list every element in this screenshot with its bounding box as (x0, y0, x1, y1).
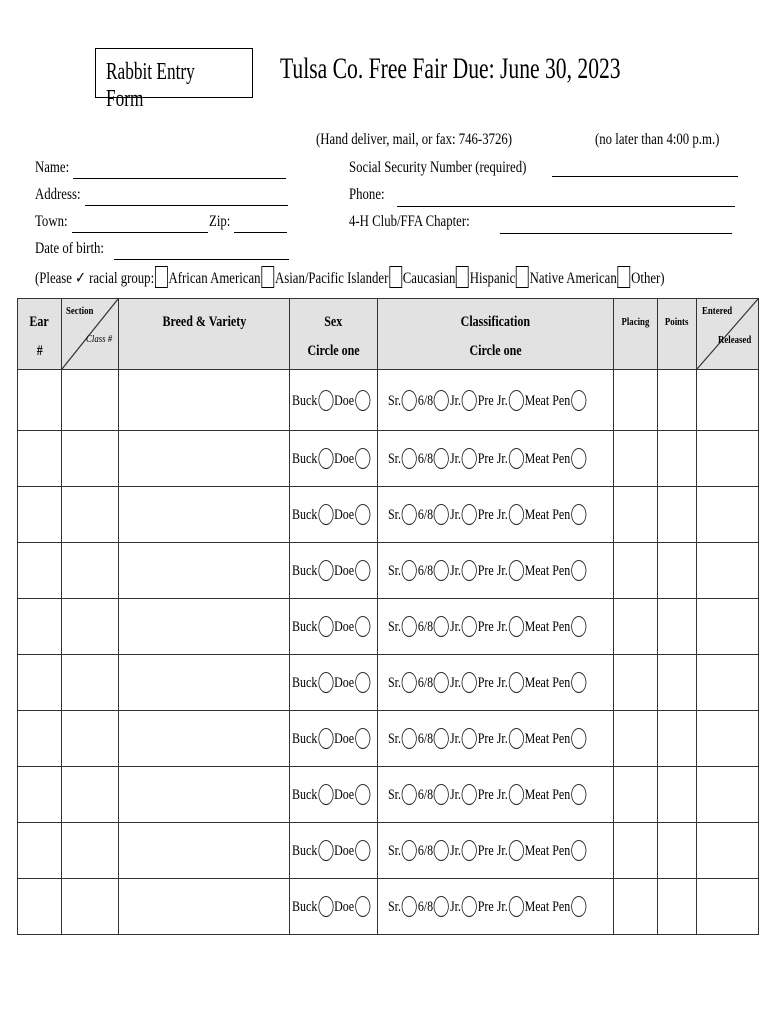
phone-label: Phone: (349, 186, 385, 203)
class-option-label: 6/8 (417, 392, 434, 409)
sex-option-label: Doe (334, 675, 355, 691)
town-label: Town: (35, 213, 68, 230)
class-option-label: 6/8 (417, 675, 434, 691)
entered-released-cell[interactable] (697, 487, 759, 543)
table-row (18, 655, 759, 711)
sex-option-label: Doe (334, 392, 355, 409)
circle-6-8-option[interactable] (434, 896, 449, 917)
racial-prompt: (Please ✓ racial group: (35, 270, 155, 287)
circle-meat-pen-option[interactable] (571, 448, 586, 469)
classification-cell (378, 599, 614, 655)
circle-meat-pen-option[interactable] (571, 840, 586, 861)
table-row (18, 823, 759, 879)
checkbox-native-american[interactable] (516, 266, 529, 288)
sex-cell (290, 655, 378, 711)
class-option-label: Sr. (388, 392, 402, 409)
section-class-cell[interactable] (62, 599, 119, 655)
points-cell[interactable] (658, 431, 697, 487)
class-option-label: 6/8 (417, 563, 434, 579)
classification-cell (378, 711, 614, 767)
class-option-label: Jr. (449, 507, 461, 523)
circle-doe-option[interactable] (355, 448, 370, 469)
circle-pre-jr-option[interactable] (509, 560, 524, 581)
ear-cell[interactable] (18, 431, 62, 487)
points-cell[interactable] (658, 370, 697, 431)
zip-label: Zip: (209, 213, 231, 230)
entered-released-cell[interactable] (697, 370, 759, 431)
section-class-cell[interactable] (62, 823, 119, 879)
checkbox-asian-pacific-islander[interactable] (261, 266, 274, 288)
classification-cell (378, 543, 614, 599)
ear-cell[interactable] (18, 823, 62, 879)
class-option-label: Pre Jr. (477, 843, 508, 859)
sex-option-label: Buck (292, 563, 318, 579)
class-option-label: Meat Pen (524, 619, 571, 635)
circle-6-8-option[interactable] (434, 784, 449, 805)
col-section-class: Section Class # (62, 299, 119, 370)
circle-6-8-option[interactable] (434, 728, 449, 749)
class-option-label: Jr. (449, 787, 461, 803)
classification-cell (378, 370, 614, 431)
section-class-cell[interactable] (62, 711, 119, 767)
class-option-label: Meat Pen (524, 843, 571, 859)
table-row (18, 599, 759, 655)
circle-jr-option[interactable] (462, 784, 477, 805)
section-class-cell[interactable] (62, 487, 119, 543)
circle-doe-option[interactable] (355, 616, 370, 637)
sex-cell (290, 599, 378, 655)
circle-jr-option[interactable] (462, 390, 477, 411)
sex-cell (290, 370, 378, 431)
class-option-label: Pre Jr. (477, 451, 508, 467)
sex-option-label: Buck (292, 899, 318, 915)
circle-doe-option[interactable] (355, 504, 370, 525)
class-option-label: Meat Pen (524, 392, 571, 409)
breed-variety-cell[interactable] (119, 543, 290, 599)
circle-jr-option[interactable] (462, 840, 477, 861)
checkbox-caucasian[interactable] (389, 266, 402, 288)
circle-meat-pen-option[interactable] (571, 616, 586, 637)
class-option-label: Jr. (449, 675, 461, 691)
deadline-note: (no later than 4:00 p.m.) (595, 131, 720, 148)
class-option-label: Meat Pen (524, 451, 571, 467)
circle-buck-option[interactable] (318, 504, 333, 525)
circle-doe-option[interactable] (355, 560, 370, 581)
sex-cell (290, 879, 378, 935)
class-option-label: Pre Jr. (477, 507, 508, 523)
section-class-cell[interactable] (62, 543, 119, 599)
circle-buck-option[interactable] (318, 390, 333, 411)
club-field[interactable] (500, 233, 732, 234)
circle-buck-option[interactable] (318, 616, 333, 637)
form-name-box (95, 48, 253, 112)
sex-option-label: Buck (292, 451, 318, 467)
section-class-cell[interactable] (62, 370, 119, 431)
name-field[interactable] (73, 178, 286, 179)
breed-variety-cell[interactable] (119, 655, 290, 711)
classification-cell (378, 823, 614, 879)
class-option-label: Jr. (449, 843, 461, 859)
breed-variety-cell[interactable] (119, 711, 290, 767)
table-row (18, 711, 759, 767)
circle-pre-jr-option[interactable] (509, 784, 524, 805)
class-option-label: Pre Jr. (477, 899, 508, 915)
circle-meat-pen-option[interactable] (571, 728, 586, 749)
sex-option-label: Buck (292, 619, 318, 635)
address-label: Address: (35, 186, 81, 203)
classification-cell (378, 767, 614, 823)
entered-released-cell[interactable] (697, 711, 759, 767)
circle-pre-jr-option[interactable] (509, 896, 524, 917)
phone-field[interactable] (397, 206, 735, 207)
sex-option-label: Buck (292, 507, 318, 523)
class-option-label: Jr. (449, 392, 461, 409)
entered-released-cell[interactable] (697, 431, 759, 487)
class-option-label: Sr. (388, 563, 402, 579)
class-option-label: 6/8 (417, 619, 434, 635)
class-option-label: Meat Pen (524, 899, 571, 915)
class-option-label: Sr. (388, 451, 402, 467)
table-row (18, 879, 759, 935)
sex-cell (290, 711, 378, 767)
racial-option-label: Asian/Pacific Islander (274, 270, 389, 287)
ear-cell[interactable] (18, 655, 62, 711)
circle-6-8-option[interactable] (434, 616, 449, 637)
class-option-label: Sr. (388, 507, 402, 523)
circle-buck-option[interactable] (318, 560, 333, 581)
racial-option-label: Native American (529, 270, 617, 287)
entered-released-cell[interactable] (697, 879, 759, 935)
circle-buck-option[interactable] (318, 728, 333, 749)
sex-cell (290, 767, 378, 823)
classification-cell (378, 487, 614, 543)
racial-option-label: Caucasian (402, 270, 456, 287)
ear-cell[interactable] (18, 711, 62, 767)
circle-meat-pen-option[interactable] (571, 390, 586, 411)
section-class-cell[interactable] (62, 879, 119, 935)
ssn-field[interactable] (552, 176, 738, 177)
circle-sr-option[interactable] (402, 390, 417, 411)
ear-cell[interactable] (18, 767, 62, 823)
points-cell[interactable] (658, 487, 697, 543)
circle-sr-option[interactable] (402, 896, 417, 917)
table-row (18, 767, 759, 823)
class-option-label: Pre Jr. (477, 787, 508, 803)
classification-cell (378, 431, 614, 487)
circle-meat-pen-option[interactable] (571, 784, 586, 805)
breed-variety-cell[interactable] (119, 487, 290, 543)
breed-variety-cell[interactable] (119, 767, 290, 823)
classification-cell (378, 879, 614, 935)
circle-jr-option[interactable] (462, 896, 477, 917)
section-class-cell[interactable] (62, 431, 119, 487)
class-option-label: Meat Pen (524, 563, 571, 579)
class-option-label: Jr. (449, 619, 461, 635)
class-option-label: Jr. (449, 563, 461, 579)
circle-doe-option[interactable] (355, 672, 370, 693)
circle-6-8-option[interactable] (434, 448, 449, 469)
breed-variety-cell[interactable] (119, 370, 290, 431)
points-cell[interactable] (658, 823, 697, 879)
circle-6-8-option[interactable] (434, 560, 449, 581)
sex-option-label: Doe (334, 563, 355, 579)
breed-variety-cell[interactable] (119, 823, 290, 879)
circle-pre-jr-option[interactable] (509, 840, 524, 861)
class-option-label: 6/8 (417, 787, 434, 803)
checkbox-african-american[interactable] (155, 266, 168, 288)
sex-option-label: Buck (292, 731, 318, 747)
ear-cell[interactable] (18, 370, 62, 431)
circle-6-8-option[interactable] (434, 672, 449, 693)
dob-field[interactable] (114, 259, 289, 260)
circle-pre-jr-option[interactable] (509, 504, 524, 525)
class-option-label: Sr. (388, 675, 402, 691)
circle-jr-option[interactable] (462, 448, 477, 469)
racial-option-label: African American (168, 270, 261, 287)
club-label: 4-H Club/FFA Chapter: (349, 213, 470, 230)
col-placing: Placing (614, 299, 658, 370)
ear-cell[interactable] (18, 487, 62, 543)
circle-meat-pen-option[interactable] (571, 896, 586, 917)
circle-buck-option[interactable] (318, 448, 333, 469)
points-cell[interactable] (658, 543, 697, 599)
points-cell[interactable] (658, 599, 697, 655)
circle-jr-option[interactable] (462, 504, 477, 525)
col-points: Points (658, 299, 697, 370)
sex-cell (290, 543, 378, 599)
class-option-label: 6/8 (417, 843, 434, 859)
class-option-label: Pre Jr. (477, 731, 508, 747)
circle-doe-option[interactable] (355, 840, 370, 861)
circle-jr-option[interactable] (462, 672, 477, 693)
entry-table (17, 298, 759, 935)
circle-doe-option[interactable] (355, 390, 370, 411)
class-option-label: 6/8 (417, 899, 434, 915)
table-row (18, 543, 759, 599)
circle-6-8-option[interactable] (434, 840, 449, 861)
class-option-label: Sr. (388, 899, 402, 915)
circle-pre-jr-option[interactable] (509, 616, 524, 637)
class-option-label: Jr. (449, 731, 461, 747)
sex-option-label: Buck (292, 843, 318, 859)
circle-pre-jr-option[interactable] (509, 448, 524, 469)
table-row (18, 370, 759, 431)
circle-sr-option[interactable] (402, 616, 417, 637)
class-option-label: Meat Pen (524, 731, 571, 747)
sex-option-label: Doe (334, 787, 355, 803)
class-option-label: 6/8 (417, 451, 434, 467)
racial-option-label: Hispanic (469, 270, 516, 287)
form-name: Rabbit Entry Form (106, 59, 195, 112)
zip-field[interactable] (234, 232, 287, 233)
class-option-label: Pre Jr. (477, 675, 508, 691)
circle-sr-option[interactable] (402, 672, 417, 693)
col-sex: Sex Circle one (290, 299, 378, 370)
class-option-label: Sr. (388, 731, 402, 747)
ear-cell[interactable] (18, 599, 62, 655)
delivery-note: (Hand deliver, mail, or fax: 746-3726) (316, 131, 513, 148)
points-cell[interactable] (658, 879, 697, 935)
table-header-row (18, 299, 759, 370)
table-row (18, 431, 759, 487)
sex-cell (290, 487, 378, 543)
col-ear: Ear # (18, 299, 62, 370)
circle-sr-option[interactable] (402, 784, 417, 805)
breed-variety-cell[interactable] (119, 879, 290, 935)
section-class-cell[interactable] (62, 767, 119, 823)
circle-6-8-option[interactable] (434, 504, 449, 525)
sex-option-label: Buck (292, 675, 318, 691)
address-field[interactable] (85, 205, 288, 206)
ear-cell[interactable] (18, 879, 62, 935)
circle-6-8-option[interactable] (434, 390, 449, 411)
col-entered-released: Entered Released (697, 299, 759, 370)
sex-cell (290, 823, 378, 879)
ssn-label: Social Security Number (required) (349, 159, 527, 176)
sex-option-label: Doe (334, 899, 355, 915)
class-option-label: Meat Pen (524, 787, 571, 803)
circle-sr-option[interactable] (402, 504, 417, 525)
class-option-label: Jr. (449, 451, 461, 467)
sex-option-label: Doe (334, 843, 355, 859)
entered-released-cell[interactable] (697, 823, 759, 879)
circle-buck-option[interactable] (318, 840, 333, 861)
circle-doe-option[interactable] (355, 728, 370, 749)
circle-meat-pen-option[interactable] (571, 672, 586, 693)
circle-doe-option[interactable] (355, 896, 370, 917)
circle-meat-pen-option[interactable] (571, 504, 586, 525)
class-option-label: Meat Pen (524, 507, 571, 523)
entered-released-cell[interactable] (697, 767, 759, 823)
sex-cell (290, 431, 378, 487)
circle-jr-option[interactable] (462, 560, 477, 581)
racial-group-row (35, 266, 770, 288)
sex-option-label: Doe (334, 619, 355, 635)
circle-sr-option[interactable] (402, 840, 417, 861)
class-option-label: 6/8 (417, 731, 434, 747)
class-option-label: Sr. (388, 619, 402, 635)
class-option-label: Meat Pen (524, 675, 571, 691)
name-label: Name: (35, 159, 70, 176)
section-class-cell[interactable] (62, 655, 119, 711)
circle-sr-option[interactable] (402, 560, 417, 581)
class-option-label: Sr. (388, 843, 402, 859)
entered-released-cell[interactable] (697, 599, 759, 655)
racial-option-label: Other) (631, 270, 665, 287)
sex-option-label: Doe (334, 451, 355, 467)
entered-released-cell[interactable] (697, 655, 759, 711)
classification-cell (378, 655, 614, 711)
points-cell[interactable] (658, 655, 697, 711)
circle-jr-option[interactable] (462, 728, 477, 749)
class-option-label: Pre Jr. (477, 563, 508, 579)
circle-pre-jr-option[interactable] (509, 672, 524, 693)
checkbox-hispanic[interactable] (456, 266, 469, 288)
sex-option-label: Buck (292, 787, 318, 803)
circle-buck-option[interactable] (318, 896, 333, 917)
page-title: Tulsa Co. Free Fair Due: June 30, 2023 (280, 52, 621, 85)
circle-pre-jr-option[interactable] (509, 728, 524, 749)
circle-sr-option[interactable] (402, 728, 417, 749)
col-breed-variety: Breed & Variety (119, 299, 290, 370)
points-cell[interactable] (658, 767, 697, 823)
col-classification: Classification Circle one (378, 299, 614, 370)
table-row (18, 487, 759, 543)
circle-pre-jr-option[interactable] (509, 390, 524, 411)
ear-cell[interactable] (18, 543, 62, 599)
sex-option-label: Doe (334, 731, 355, 747)
entered-released-cell[interactable] (697, 543, 759, 599)
breed-variety-cell[interactable] (119, 431, 290, 487)
circle-jr-option[interactable] (462, 616, 477, 637)
class-option-label: Pre Jr. (477, 619, 508, 635)
dob-label: Date of birth: (35, 240, 104, 257)
class-option-label: 6/8 (417, 507, 434, 523)
circle-sr-option[interactable] (402, 448, 417, 469)
circle-doe-option[interactable] (355, 784, 370, 805)
class-option-label: Pre Jr. (477, 392, 508, 409)
town-field[interactable] (72, 232, 208, 233)
circle-meat-pen-option[interactable] (571, 560, 586, 581)
class-option-label: Sr. (388, 787, 402, 803)
sex-option-label: Doe (334, 507, 355, 523)
checkbox-other[interactable] (618, 266, 631, 288)
breed-variety-cell[interactable] (119, 599, 290, 655)
sex-option-label: Buck (292, 392, 318, 409)
points-cell[interactable] (658, 711, 697, 767)
class-option-label: Jr. (449, 899, 461, 915)
circle-buck-option[interactable] (318, 784, 333, 805)
circle-buck-option[interactable] (318, 672, 333, 693)
